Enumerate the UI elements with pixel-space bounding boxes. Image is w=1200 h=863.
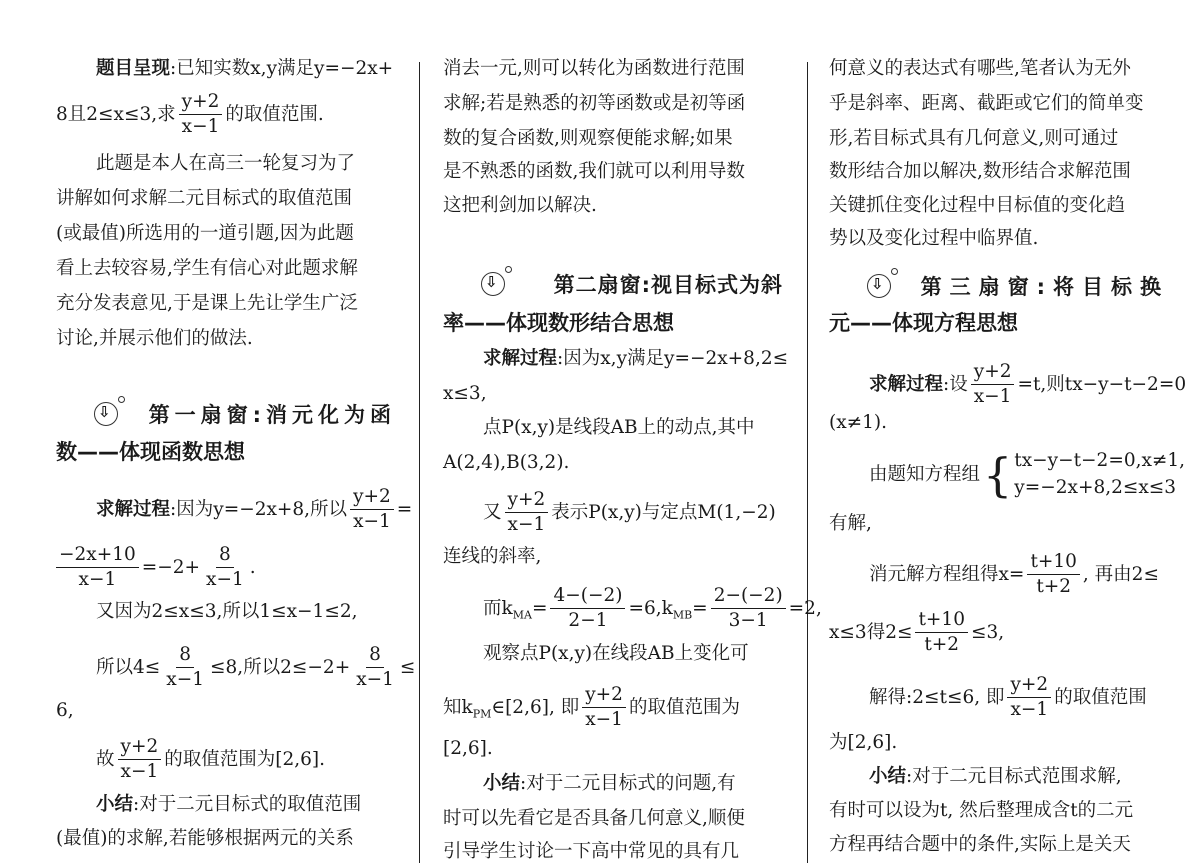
download-arrow-circle-icon: ⇩ xyxy=(481,270,511,300)
denominator: x−1 xyxy=(585,709,623,731)
fraction xyxy=(505,490,549,536)
numerator: 8 xyxy=(366,645,384,668)
text: ≤8,所以2≤−2+ xyxy=(210,656,351,678)
paragraph-line: 数形结合加以解决,数形结合求解范围 xyxy=(829,161,1131,182)
numerator: y+2 xyxy=(582,685,626,708)
summary-line xyxy=(869,768,1169,787)
section-heading-3 xyxy=(867,272,1169,302)
subscript: MA xyxy=(512,608,532,622)
denominator: x−1 xyxy=(356,669,394,691)
text: , 再由2≤ xyxy=(1082,563,1159,585)
equation-line xyxy=(483,585,822,632)
heading-line: 第一扇窗:消元化为函 xyxy=(148,402,396,427)
text: :因为x,y满足y=−2x+8,2≤ xyxy=(557,348,789,369)
solution-line xyxy=(869,361,1187,408)
numerator: t+10 xyxy=(1027,552,1079,575)
subscript: PM xyxy=(472,707,492,721)
text-line: 观察点P(x,y)在线段AB上变化可 xyxy=(483,643,749,664)
column-divider-2 xyxy=(807,62,808,863)
fraction xyxy=(350,487,394,533)
section-heading-2 xyxy=(481,270,783,300)
text: :对于二元目标式的问题,有 xyxy=(520,773,736,794)
text: =−2+ xyxy=(141,556,201,578)
text: = xyxy=(692,597,708,619)
denominator: t+2 xyxy=(924,634,960,656)
fraction xyxy=(1007,675,1051,721)
equation-line xyxy=(829,610,1169,656)
text: 的取值范围. xyxy=(225,103,324,125)
fraction xyxy=(203,545,247,591)
text: 故 xyxy=(96,748,115,770)
text-line: 为[2,6]. xyxy=(829,732,898,753)
paragraph-line: 势以及变化过程中临界值. xyxy=(829,228,1039,249)
text-line: 有解, xyxy=(829,513,872,534)
text: 解得:2≤t≤6, 即 xyxy=(869,686,1005,708)
brace: { xyxy=(983,447,1013,502)
text: = xyxy=(396,498,413,520)
numerator: −2x+10 xyxy=(56,545,139,568)
paragraph-line: 形,若目标式具有几何意义,则可通过 xyxy=(829,128,1119,149)
equation-row: tx−y−t−2=0,x≠1, xyxy=(1014,450,1186,471)
fraction xyxy=(1027,552,1079,598)
numerator: y+2 xyxy=(1007,675,1051,698)
fraction xyxy=(118,737,162,783)
text: 8且2≤x≤3,求 xyxy=(56,103,176,125)
denominator: x−1 xyxy=(120,761,159,783)
paragraph-line: 消去一元,则可以转化为函数进行范围 xyxy=(443,58,745,79)
text: :对于二元目标式范围求解, xyxy=(906,766,1122,787)
summary-line xyxy=(483,775,783,794)
paragraph-line: 数的复合函数,则观察便能求解;如果 xyxy=(443,128,733,149)
text: ∈[2,6], 即 xyxy=(491,696,580,718)
download-arrow-circle-icon: ⇩ xyxy=(94,400,124,430)
summary-label: 小结 xyxy=(483,773,521,794)
fraction xyxy=(971,362,1015,408)
text: 表示P(x,y)与定点M(1,−2) xyxy=(551,501,776,523)
problem-statement-line-2 xyxy=(56,92,396,138)
summary-label: 小结 xyxy=(869,766,907,787)
text: ≤ xyxy=(399,656,416,678)
numerator: y+2 xyxy=(118,737,162,760)
equation-line xyxy=(869,552,1169,598)
text: :设 xyxy=(943,373,968,395)
paragraph-line: 讲解如何求解二元目标式的取值范围 xyxy=(56,188,353,209)
summary-line-3: 方程再结合题中的条件,实际上是关天 xyxy=(829,834,1131,855)
problem-label: 题目呈现 xyxy=(96,58,171,79)
text: 而k xyxy=(483,597,513,619)
text: =t,则tx−y−t−2=0 xyxy=(1017,373,1187,395)
problem-text: :已知实数x,y满足y=−2x+ xyxy=(170,58,394,79)
solution-label: 求解过程 xyxy=(483,348,558,369)
fraction xyxy=(353,645,397,691)
summary-line-2: (最值)的求解,若能够根据两元的关系 xyxy=(56,828,354,849)
fraction xyxy=(163,645,207,691)
paragraph-line: 看上去较容易,学生有信心对此题求解 xyxy=(56,258,358,279)
text-line: 点P(x,y)是线段AB上的动点,其中 xyxy=(483,417,755,438)
column-divider-1 xyxy=(419,62,420,863)
heading-line: 第三扇窗:将目标换 xyxy=(920,274,1169,299)
solution-line xyxy=(96,486,413,533)
equation-line xyxy=(96,644,416,691)
text: =6,k xyxy=(628,597,673,619)
text: :对于二元目标式的取值范围 xyxy=(133,794,362,815)
paragraph-line: 何意义的表达式有哪些,笔者认为无外 xyxy=(829,58,1131,79)
paragraph-line: (或最值)所选用的一道引题,因为此题 xyxy=(56,223,354,244)
denominator: x−1 xyxy=(181,116,220,138)
summary-line-2: 时可以先看它是否具备几何意义,顺便 xyxy=(443,808,745,829)
denominator: x−1 xyxy=(206,569,244,591)
denominator: 2−1 xyxy=(568,610,608,632)
download-arrow-circle-icon: ⇩ xyxy=(867,272,897,302)
solution-label: 求解过程 xyxy=(96,498,171,520)
heading-line-2: 率——体现数形结合思想 xyxy=(443,311,674,335)
fraction xyxy=(915,610,967,656)
numerator: 8 xyxy=(176,645,194,668)
paragraph-line: 乎是斜率、距离、截距或它们的简单变 xyxy=(829,93,1144,114)
text: 知k xyxy=(443,696,473,718)
denominator: x−1 xyxy=(353,511,391,533)
equation-line: 又因为2≤x≤3,所以1≤x−1≤2, xyxy=(96,601,358,622)
text: =2, xyxy=(788,597,822,619)
fraction xyxy=(179,92,223,138)
fraction xyxy=(711,586,786,632)
numerator: 4−(−2) xyxy=(550,586,625,609)
text-line: A(2,4),B(3,2). xyxy=(443,452,570,473)
denominator: x−1 xyxy=(166,669,204,691)
paragraph-line: 讨论,并展示他们的做法. xyxy=(56,328,253,349)
numerator: y+2 xyxy=(971,362,1015,385)
text: = xyxy=(531,597,548,619)
paragraph-line: 是不熟悉的函数,我们就可以利用导数 xyxy=(443,161,745,182)
solution-line xyxy=(483,348,789,369)
numerator: y+2 xyxy=(350,487,394,510)
text: 又 xyxy=(483,501,502,523)
equation-system-line xyxy=(869,447,1186,502)
paragraph-line: 此题是本人在高三一轮复习为了 xyxy=(96,153,356,174)
text: . xyxy=(249,556,256,578)
text: 的取值范围为 xyxy=(628,696,740,718)
text-line: 连线的斜率, xyxy=(443,546,542,567)
subscript: MB xyxy=(672,608,693,622)
summary-line-3: 引导学生讨论一下高中常见的具有几 xyxy=(443,841,740,862)
text: 消元解方程组得x= xyxy=(869,563,1025,585)
summary-label: 小结 xyxy=(96,794,134,815)
equation-line xyxy=(56,545,396,591)
equation-system xyxy=(980,448,1185,502)
paragraph-line: 求解;若是熟悉的初等函数或是初等函 xyxy=(443,93,746,114)
equation-row: y=−2x+8,2≤x≤3 xyxy=(1014,476,1177,498)
summary-line-2: 有时可以设为t, 然后整理成含t的二元 xyxy=(829,800,1134,821)
paragraph-line: 充分发表意见,于是课上先让学生广泛 xyxy=(56,293,358,314)
problem-statement-line xyxy=(96,60,396,79)
fraction xyxy=(550,586,625,632)
equation-line: 6, xyxy=(56,700,74,721)
fraction xyxy=(582,685,626,731)
numerator: t+10 xyxy=(915,610,967,633)
text: 由题知方程组 xyxy=(869,463,981,485)
paragraph-line: 这把利剑加以解决. xyxy=(443,195,597,216)
heading-line-2: 数——体现函数思想 xyxy=(56,440,245,464)
denominator: x−1 xyxy=(507,514,546,536)
denominator: x−1 xyxy=(973,386,1012,408)
section-heading-1 xyxy=(94,400,396,430)
numerator: y+2 xyxy=(505,490,549,513)
heading-line-2: 元——体现方程思想 xyxy=(829,311,1018,335)
fraction xyxy=(56,545,139,591)
equation-line xyxy=(483,490,783,536)
equation-line xyxy=(96,737,396,783)
text: 的取值范围 xyxy=(1054,686,1147,708)
paragraph-line: 关键抓住变化过程中目标值的变化趋 xyxy=(829,195,1126,216)
text: 的取值范围为[2,6]. xyxy=(164,748,325,770)
text: x≤3得2≤ xyxy=(829,621,913,643)
solution-label: 求解过程 xyxy=(869,373,944,395)
text: :因为y=−2x+8,所以 xyxy=(170,498,348,520)
text-line: [2,6]. xyxy=(443,738,493,759)
numerator: y+2 xyxy=(179,92,223,115)
summary-line xyxy=(96,796,396,815)
equation-line xyxy=(869,675,1169,721)
text-line: (x≠1). xyxy=(829,412,888,433)
text: ≤3, xyxy=(970,621,1005,643)
denominator: x−1 xyxy=(78,569,117,591)
heading-line: 第二扇窗:视目标式为斜 xyxy=(553,272,783,297)
text: 所以4≤ xyxy=(96,656,161,678)
numerator: 8 xyxy=(216,545,234,568)
equation-line xyxy=(443,685,783,731)
denominator: 3−1 xyxy=(728,610,768,632)
text-line: x≤3, xyxy=(443,383,487,404)
denominator: x−1 xyxy=(1010,699,1049,721)
denominator: t+2 xyxy=(1036,576,1072,598)
numerator: 2−(−2) xyxy=(711,586,786,609)
